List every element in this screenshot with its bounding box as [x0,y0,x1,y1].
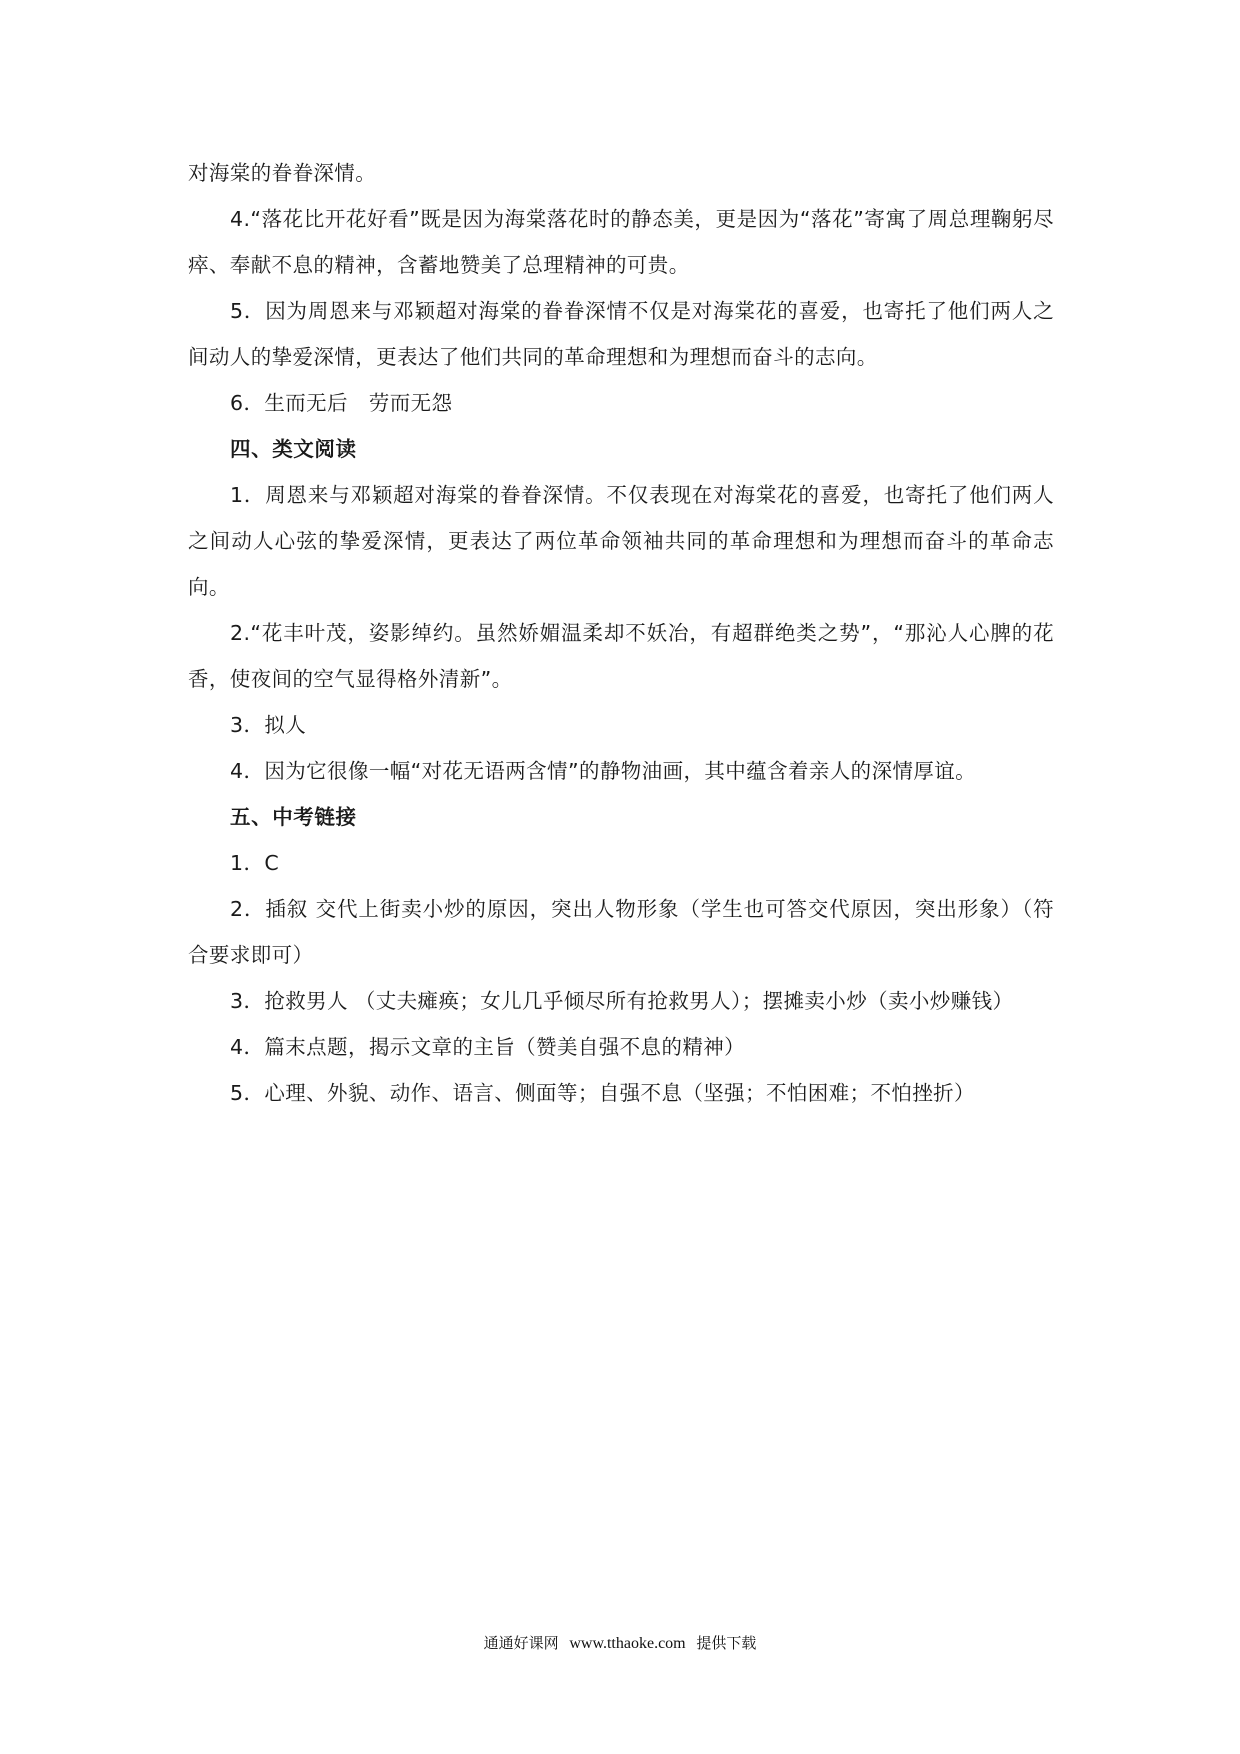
answer-5-5: 5．心理、外貌、动作、语言、侧面等；自强不息（坚强；不怕困难；不怕挫折） [230,1081,975,1105]
answer-4-3: 3．拟人 [230,713,307,737]
paragraph-continuation: 对海棠的眷眷深情。 [188,161,377,185]
answer-3-6: 6．生而无后 劳而无怨 [230,391,453,415]
document-body [188,150,1054,1116]
section-heading-5: 五、中考链接 [230,805,357,829]
section-heading-4: 四、类文阅读 [230,437,357,461]
footer-url-link[interactable]: www.tthaoke.com [569,1635,686,1652]
answer-5-2: 2．插叙 交代上街卖小炒的原因，突出人物形象（学生也可答交代原因，突出形象）（符合要求即可） [188,897,1054,967]
answer-3-5: 5．因为周恩来与邓颖超对海棠的眷眷深情不仅是对海棠花的喜爱，也寄托了他们两人之间动人的挚爱深情，更表达了他们共同的革命理想和为理想而奋斗的志向。 [188,299,1054,369]
answer-4-4: 4．因为它很像一幅“对花无语两含情”的静物油画，其中蕴含着亲人的深情厚谊。 [230,759,977,783]
footer-site-name: 通通好课网 [483,1634,559,1652]
page-footer [0,1632,1240,1653]
answer-3-4: 4.“落花比开花好看”既是因为海棠落花时的静态美，更是因为“落花”寄寓了周总理鞠躬尽瘁、奉献不息的精神，含蓄地赞美了总理精神的可贵。 [188,207,1054,277]
answer-5-4: 4．篇末点题，揭示文章的主旨（赞美自强不息的精神） [230,1035,746,1059]
answer-5-3: 3．抢救男人 （丈夫瘫痪；女儿几乎倾尽所有抢救男人）；摆摊卖小炒（卖小炒赚钱） [230,989,1014,1013]
footer-suffix: 提供下载 [696,1634,757,1652]
answer-4-2: 2.“花丰叶茂，姿影绰约。虽然娇媚温柔却不妖冶，有超群绝类之势”，“那沁人心脾的花香，使夜间的空气显得格外清新”。 [188,621,1054,691]
answer-5-1: 1．C [230,851,280,875]
answer-4-1: 1．周恩来与邓颖超对海棠的眷眷深情。不仅表现在对海棠花的喜爱，也寄托了他们两人之间动人心弦的挚爱深情，更表达了两位革命领袖共同的革命理想和为理想而奋斗的革命志向。 [188,483,1054,599]
